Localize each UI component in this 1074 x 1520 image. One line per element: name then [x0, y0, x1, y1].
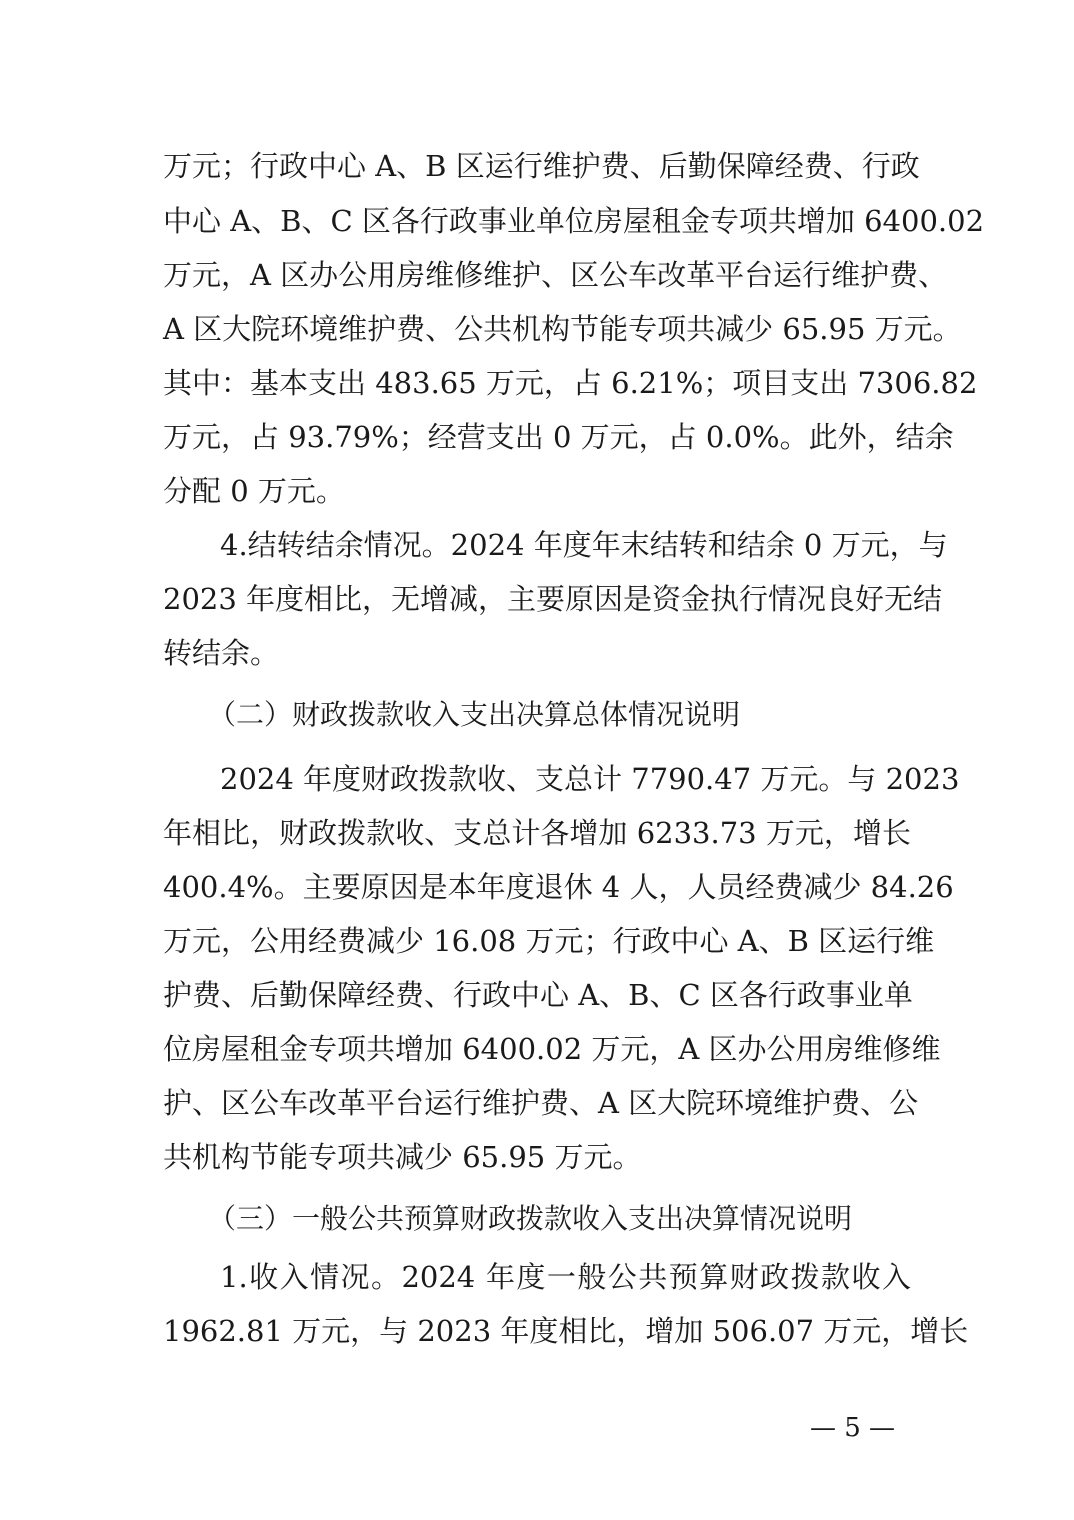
text-line: 位房屋租金专项共增加 6400.02 万元，A 区办公用房维修维	[163, 1032, 941, 1066]
text-line: A 区大院环境维护费、公共机构节能专项共减少 65.95 万元。	[163, 312, 962, 346]
text-line: 万元；行政中心 A、B 区运行维护费、后勤保障经费、行政	[163, 149, 920, 183]
text-line: 4.结转结余情况。2024 年度年末结转和结余 0 万元，与	[220, 528, 948, 562]
text-line: 转结余。	[163, 636, 280, 670]
text-line: 400.4%。主要原因是本年度退休 4 人，人员经费减少 84.26	[163, 870, 954, 904]
text-line: 万元，公用经费减少 16.08 万元；行政中心 A、B 区运行维	[163, 924, 935, 958]
text-line: 万元，A 区办公用房维修维护、区公车改革平台运行维护费、	[163, 258, 948, 292]
section-heading: （二）财政拨款收入支出决算总体情况说明	[208, 698, 741, 731]
text-line: 共机构节能专项共减少 65.95 万元。	[163, 1140, 642, 1174]
text-line: 其中：基本支出 483.65 万元，占 6.21%；项目支出 7306.82	[163, 366, 978, 400]
text-line: 2024 年度财政拨款收、支总计 7790.47 万元。与 2023	[220, 762, 960, 796]
text-line: 护、区公车改革平台运行维护费、A 区大院环境维护费、公	[163, 1086, 919, 1120]
text-line: 万元，占 93.79%；经营支出 0 万元，占 0.0%。此外，结余	[163, 420, 954, 454]
section-heading: （三）一般公共预算财政拨款收入支出决算情况说明	[208, 1202, 853, 1235]
text-line: 1962.81 万元，与 2023 年度相比，增加 506.07 万元，增长	[163, 1314, 969, 1348]
page-number: — 5 —	[809, 1413, 896, 1443]
text-line: 2023 年度相比，无增减，主要原因是资金执行情况良好无结	[163, 582, 943, 616]
text-line: 中心 A、B、C 区各行政事业单位房屋租金专项共增加 6400.02	[163, 204, 985, 238]
text-line: 护费、后勤保障经费、行政中心 A、B、C 区各行政事业单	[163, 978, 913, 1012]
text-line: 年相比，财政拨款收、支总计各增加 6233.73 万元，增长	[163, 816, 911, 850]
text-line: 分配 0 万元。	[163, 474, 345, 508]
text-line: 1.收入情况。2024 年度一般公共预算财政拨款收入	[220, 1260, 911, 1294]
